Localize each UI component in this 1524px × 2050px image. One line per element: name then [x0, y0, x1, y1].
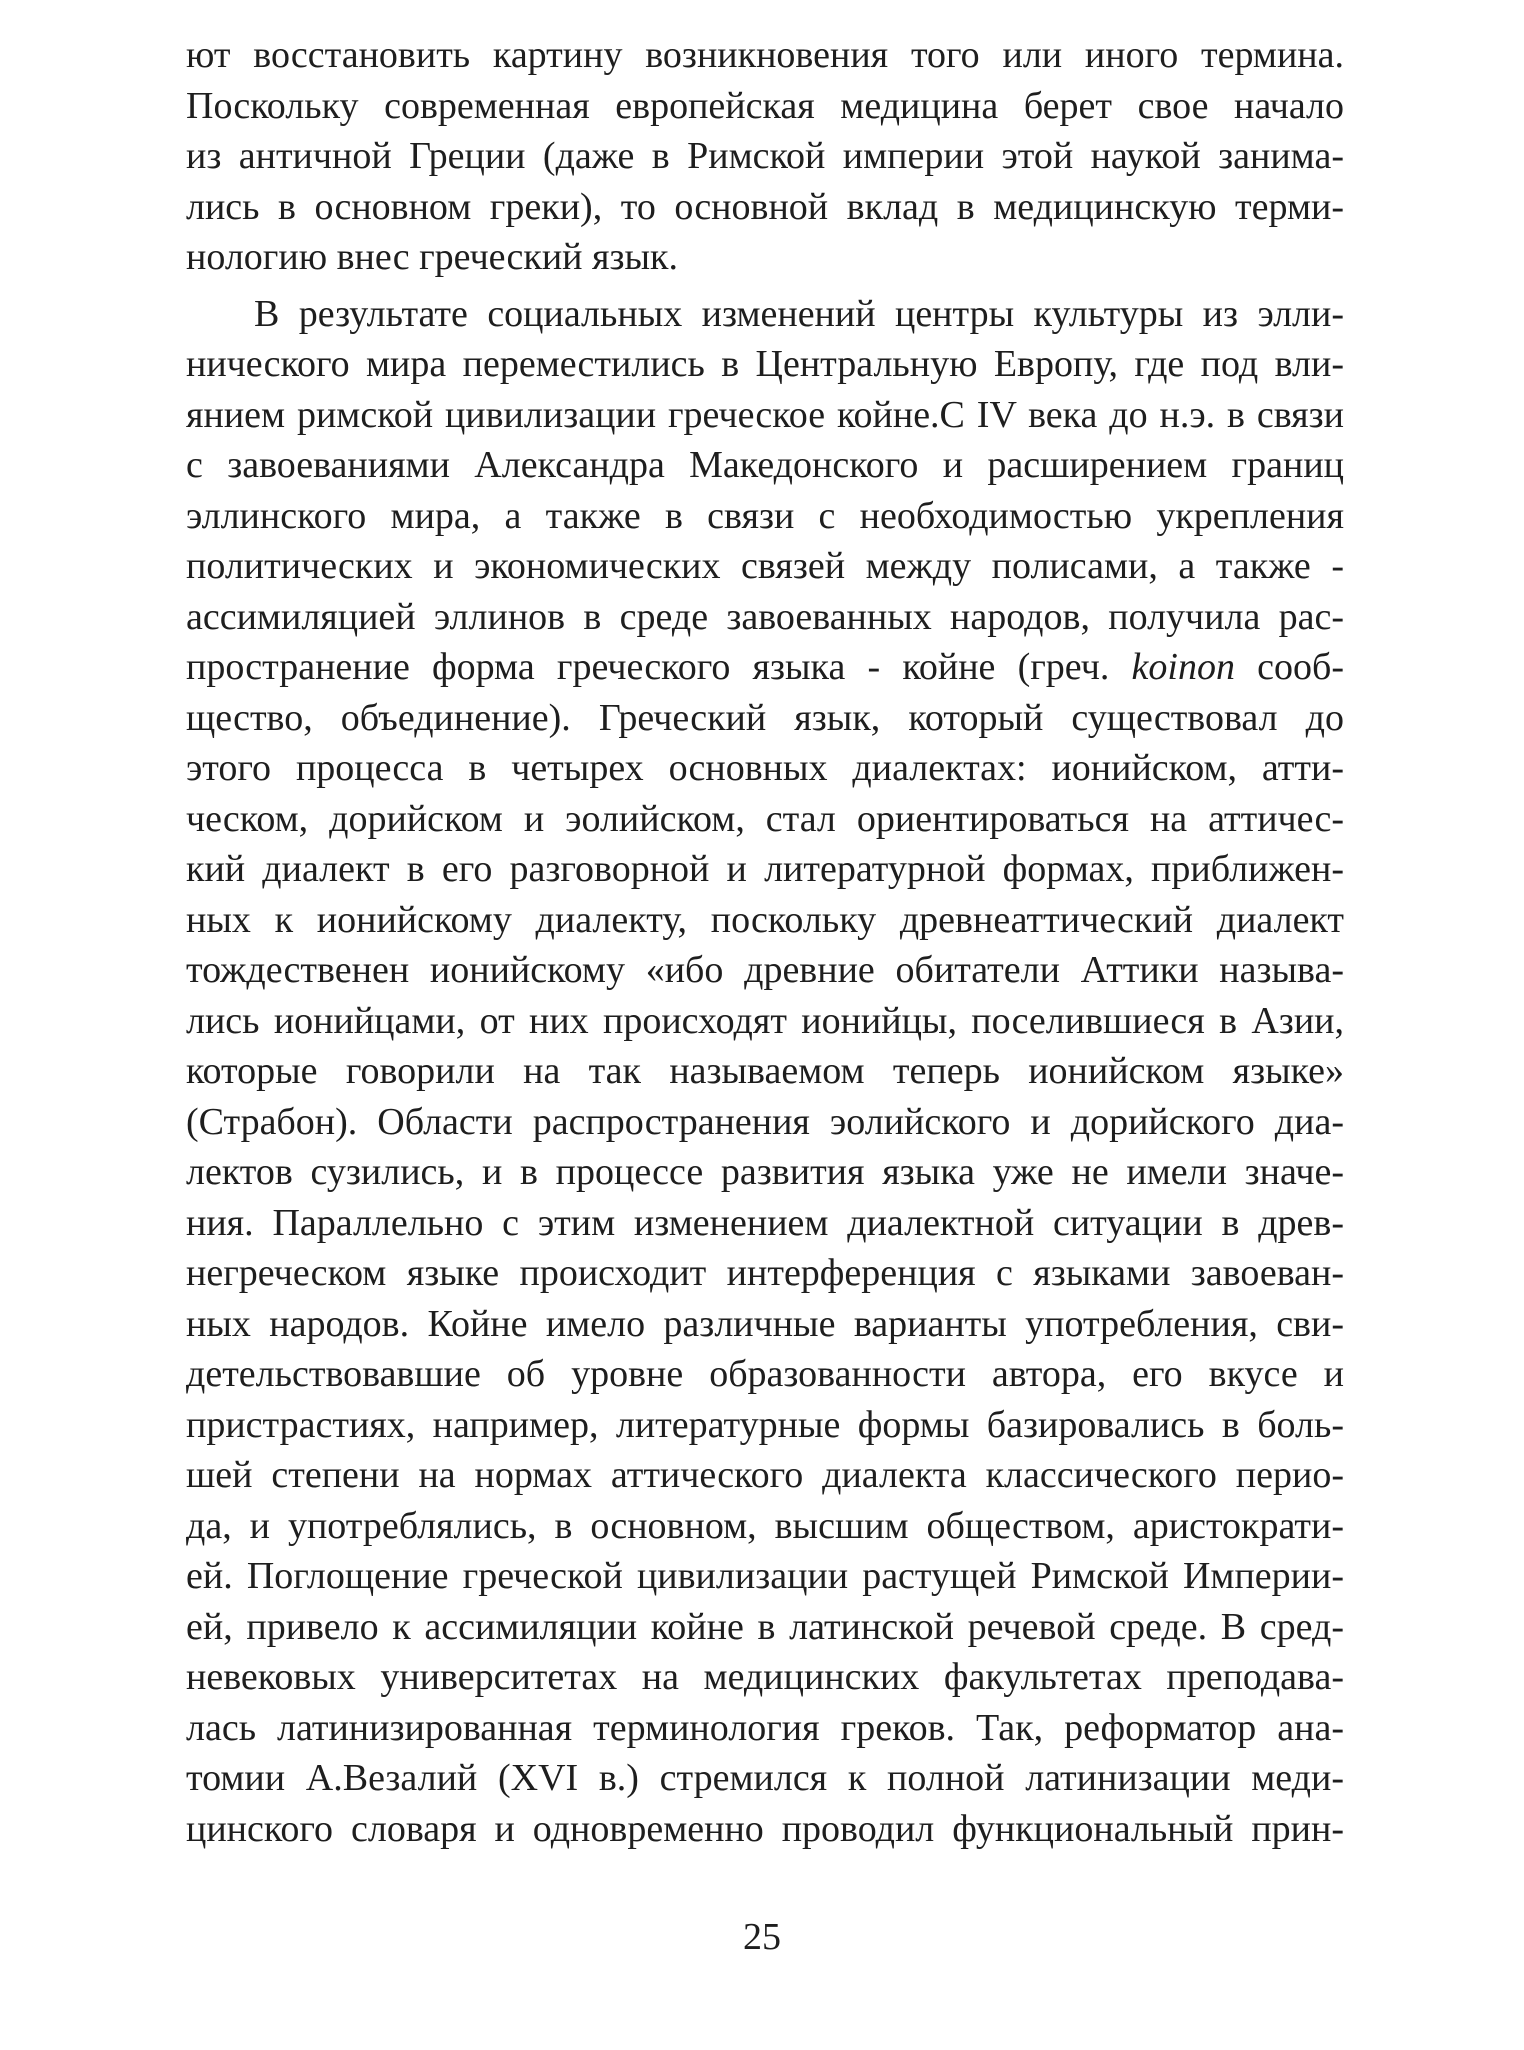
text-line: ния. Параллельно с этим изменением диалектной ситуации в древ-	[186, 1201, 1344, 1244]
text-line: томии А.Везалий (XVI в.) стремился к полной латинизации меди-	[186, 1757, 1344, 1799]
text-line: этого процесса в четырех основных диалектах: ионийском, атти-	[186, 747, 1344, 789]
page-number: 25	[743, 1916, 781, 1958]
text-segment: сооб-	[1257, 646, 1345, 688]
text-line: тождественен ионийскому «ибо древние обитатели Аттики называ-	[186, 949, 1344, 991]
paragraph	[186, 30, 1344, 283]
text-line: лись в основном греки), то основной вклад в медицинскую терми-	[186, 185, 1344, 228]
text-line: с завоеваниями Александра Македонского и расширением границ	[186, 444, 1344, 486]
text-line: ческом, дорийском и эолийском, стал ориентироваться на аттичес-	[186, 797, 1344, 840]
text-line: Поскольку современная европейская медицина берет свое начало	[186, 84, 1344, 127]
text-line: В результате социальных изменений центры культуры из элли-	[254, 292, 1344, 335]
text-line: да, и употреблялись, в основном, высшим обществом, аристократи-	[186, 1504, 1344, 1547]
text-line: лись ионийцами, от них происходят ионийцы, поселившиеся в Азии,	[186, 999, 1344, 1042]
text-line: невековых университетах на медицинских факультетах преподава-	[186, 1656, 1344, 1698]
text-line: из античной Греции (даже в Римской империи этой наукой занима-	[186, 135, 1344, 177]
text-line: цинского словаря и одновременно проводил функциональный прин-	[186, 1807, 1344, 1850]
text-line: кий диалект в его разговорной и литературной формах, приближен-	[186, 848, 1344, 890]
text-line: детельствовавшие об уровне образованности автора, его вкусе и	[186, 1353, 1344, 1395]
text-line-with-italic	[186, 642, 1344, 693]
text-line: нического мира переместились в Центральную Европу, где под вли-	[186, 343, 1344, 385]
text-line: ассимиляцией эллинов в среде завоеванных народов, получила рас-	[186, 595, 1344, 638]
italic-term: koinon	[1131, 646, 1235, 688]
paragraph	[186, 289, 1344, 1855]
text-line: ют восстановить картину возникновения того или иного термина.	[186, 34, 1344, 76]
body-text	[186, 30, 1344, 1854]
text-line: щество, объединение). Греческий язык, который существовал до	[186, 696, 1344, 739]
text-line: ей, привело к ассимиляции койне в латинской речевой среде. В сред-	[186, 1605, 1344, 1648]
text-line: нологию внес греческий язык.	[186, 236, 678, 278]
text-segment: пространение форма греческого языка - койне (греч.	[186, 646, 1110, 688]
text-line: лектов сузились, и в процессе развития языка уже не имели значе-	[186, 1151, 1344, 1193]
text-line: шей степени на нормах аттического диалекта классического перио-	[186, 1454, 1344, 1496]
text-line: политических и экономических связей между полисами, а также -	[186, 545, 1344, 587]
text-line: негреческом языке происходит интерференция с языками завоеван-	[186, 1252, 1344, 1294]
text-line: ных к ионийскому диалекту, поскольку древнеаттический диалект	[186, 898, 1344, 941]
text-line: пристрастиях, например, литературные формы базировались в боль-	[186, 1403, 1344, 1446]
text-line: которые говорили на так называемом теперь ионийском языке»	[186, 1050, 1344, 1092]
text-line: янием римской цивилизации греческое койне.С IV века до н.э. в связи	[186, 393, 1344, 436]
text-line: ных народов. Койне имело различные варианты употребления, сви-	[186, 1302, 1344, 1345]
text-line: (Страбон). Области распространения эолийского и дорийского диа-	[186, 1100, 1344, 1143]
text-line: эллинского мира, а также в связи с необходимостью укрепления	[186, 494, 1344, 537]
text-line: ей. Поглощение греческой цивилизации растущей Римской Империи-	[186, 1555, 1344, 1597]
text-line: лась латинизированная терминология греков. Так, реформатор ана-	[186, 1706, 1344, 1749]
